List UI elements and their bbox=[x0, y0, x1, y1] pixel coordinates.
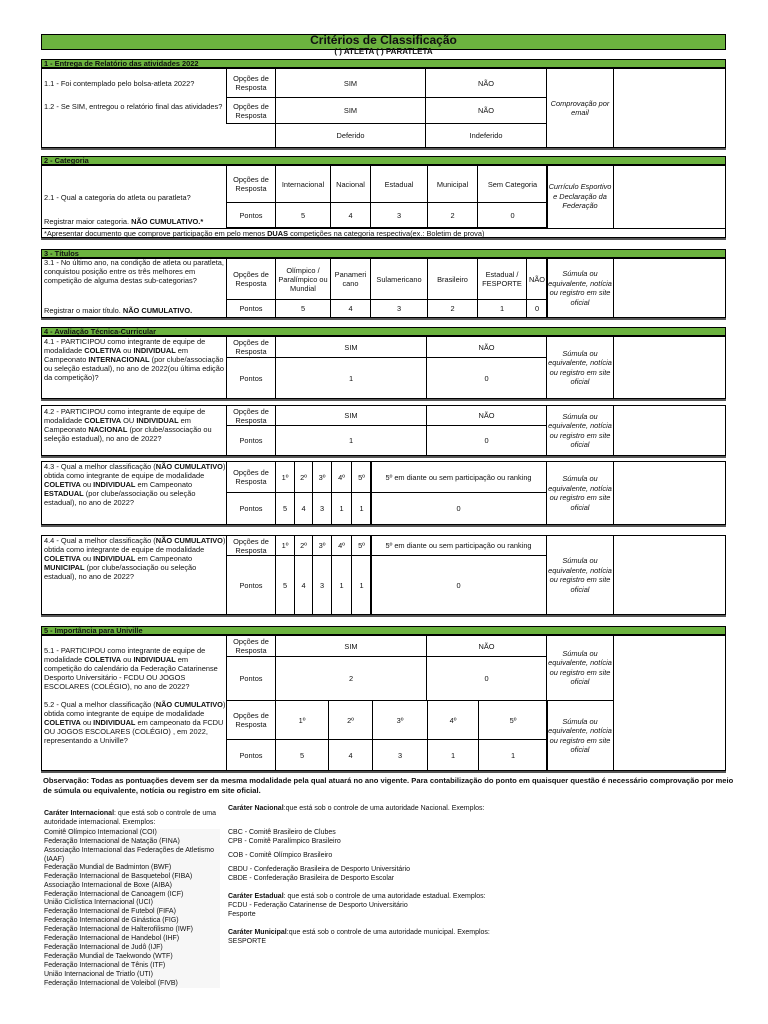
place-points: 5 bbox=[275, 739, 329, 771]
place-points: 3 bbox=[312, 555, 332, 615]
place-option[interactable]: 2º bbox=[294, 535, 313, 556]
municipal-heading: Caráter Municipal:que está sob o controle de uma autoridade municipal. Exemplos: bbox=[228, 929, 490, 936]
international-item: Federação Mundial de Badminton (BWF) bbox=[44, 864, 220, 873]
category-points: 0 bbox=[477, 202, 548, 228]
category-points: 3 bbox=[370, 202, 428, 228]
international-heading: Caráter Internacional: que está sob o controle de uma autoridade internacional. Exemplos: bbox=[44, 810, 216, 826]
place-option[interactable]: 3º bbox=[372, 700, 428, 740]
place-option[interactable]: 5º bbox=[478, 700, 548, 740]
international-item: Federação Internacional de Voleibol (FIVB) bbox=[44, 980, 220, 989]
place-option[interactable]: 5º bbox=[351, 461, 372, 493]
points-label: Pontos bbox=[226, 656, 276, 701]
proof-note: Comprovação por email bbox=[546, 68, 614, 148]
national-heading: Caráter Nacional:que está sob o controle de uma autoridade Nacional. Exemplos: bbox=[228, 805, 485, 812]
option-nao[interactable]: NÃO bbox=[426, 635, 547, 657]
options-label: Opções de Resposta bbox=[226, 336, 276, 358]
points-label: Pontos bbox=[226, 357, 276, 399]
points-sim: 1 bbox=[275, 425, 427, 456]
section-2-shadow bbox=[41, 238, 726, 240]
place-points: 1 bbox=[331, 555, 352, 615]
category-option[interactable]: Sem Categoria bbox=[477, 165, 548, 203]
state-item: Fesporte bbox=[228, 911, 256, 918]
options-label: Opções de Resposta bbox=[226, 635, 276, 657]
option-sim[interactable]: SIM bbox=[275, 405, 427, 426]
option-sim[interactable]: SIM bbox=[275, 635, 427, 657]
national-item: COB - Comitê Olímpico Brasileiro bbox=[228, 852, 333, 859]
options-label: Opções de Resposta bbox=[226, 461, 276, 493]
option-deferido[interactable]: Deferido bbox=[275, 123, 426, 148]
title-points: 5 bbox=[275, 299, 331, 318]
points-sim: 2 bbox=[275, 656, 427, 701]
proof-note-4-2: Súmula ou equivalente, notícia ou registro em site oficial bbox=[546, 405, 614, 456]
points-nao: 0 bbox=[426, 357, 547, 399]
place-option[interactable]: 2º bbox=[294, 461, 313, 493]
proof-note-4-3: Súmula ou equivalente, notícia ou registro em site oficial bbox=[546, 461, 614, 525]
section-1-header: 1 - Entrega de Relatório das atividades 2022 bbox=[41, 59, 726, 68]
place-points: 1 bbox=[351, 492, 372, 525]
question-4-2: 4.2 - PARTICIPOU como integrante de equipe de modalidade COLETIVA OU INDIVIDUAL em Campeonato NACIONAL (por clube/associação ou seleção estadual), no ano de 2022? bbox=[44, 407, 212, 443]
place-points: 1 bbox=[331, 492, 352, 525]
option-indeferido[interactable]: Indeferido bbox=[425, 123, 547, 148]
question-4-2-shadow bbox=[41, 456, 726, 458]
points-nao: 0 bbox=[426, 656, 547, 701]
points-label: Pontos bbox=[226, 299, 276, 318]
place-option[interactable]: 1º bbox=[275, 461, 295, 493]
category-proof-note: Currículo Esportivo e Declaração da Federação bbox=[546, 165, 614, 228]
international-item: Comitê Olímpico Internacional (COI) bbox=[44, 829, 220, 838]
section-4-header: 4 - Avaliação Técnica-Curricular bbox=[41, 327, 726, 336]
national-item: CBDE - Confederação Brasileira de Desporto Escolar bbox=[228, 875, 395, 882]
question-4-3-shadow bbox=[41, 525, 726, 527]
points-label: Pontos bbox=[226, 492, 276, 525]
title-option[interactable]: Sulamericano bbox=[370, 258, 428, 300]
title-option[interactable]: Estadual / FESPORTE bbox=[477, 258, 527, 300]
points-label: Pontos bbox=[226, 425, 276, 456]
section-2-header: 2 - Categoria bbox=[41, 156, 726, 165]
category-option[interactable]: Internacional bbox=[275, 165, 331, 203]
place-points: 3 bbox=[372, 739, 428, 771]
international-item: Associação Internacional das Federações de Atletismo (IAAF) bbox=[44, 847, 220, 865]
observation-note: Observação: Todas as pontuações devem ser da mesma modalidade pela qual atuará no ano vigente. Para contabilização do ponto em quaisquer questão é necessário comprovação por meio de súmula ou equivalente, notícia ou registro em site oficial. bbox=[43, 776, 734, 795]
place-points: 3 bbox=[312, 492, 332, 525]
state-item: FCDU - Federação Catarinense de Desporto Universitário bbox=[228, 902, 408, 909]
option-sim[interactable]: SIM bbox=[275, 336, 427, 358]
question-4-4: 4.4 - Qual a melhor classificação (NÃO CUMULATIVO) obtida como integrante de equipe de modalidade COLETIVA ou INDIVIDUAL em Campeonato MUNICIPAL (por clube/associação ou seleção estadual), no ano de 2022? bbox=[44, 536, 226, 581]
register-title-note: Registrar o maior título. NÃO CUMULATIVO. bbox=[44, 306, 193, 315]
proof-note-4-4: Súmula ou equivalente, notícia ou registro em site oficial bbox=[546, 535, 614, 615]
international-item: Federação Internacional de Halterofilismo (IWF) bbox=[44, 926, 220, 935]
title-points: 2 bbox=[427, 299, 478, 318]
question-4-3: 4.3 - Qual a melhor classificação (NÃO CUMULATIVO) obtida como integrante de equipe de modalidade COLETIVA ou INDIVIDUAL em Campeonato ESTADUAL (por clube/associação ou seleção estadual), no ano de 2022? bbox=[44, 462, 226, 507]
place-points: 5 bbox=[275, 492, 295, 525]
international-item: Federação Mundial de Taekwondo (WTF) bbox=[44, 953, 220, 962]
option-sim[interactable]: SIM bbox=[275, 68, 426, 98]
section-5-header: 5 - Importância para Univille bbox=[41, 626, 726, 635]
international-item: Federação Internacional de Natação (FINA) bbox=[44, 838, 220, 847]
international-item: União Internacional de Triatlo (UTI) bbox=[44, 971, 220, 980]
points-rest: 0 bbox=[370, 555, 547, 615]
title-option[interactable]: NÃO bbox=[526, 258, 548, 300]
section-1-shadow bbox=[41, 148, 726, 150]
state-heading: Caráter Estadual: que está sob o controle de uma autoridade estadual. Exemplos: bbox=[228, 893, 486, 900]
options-label: Opções de Resposta bbox=[226, 405, 276, 426]
place-option[interactable]: 4º bbox=[331, 535, 352, 556]
option-rest[interactable]: 5º em diante ou sem participação ou ranking bbox=[370, 535, 547, 556]
international-item: Federação Internacional de Canoagem (ICF) bbox=[44, 891, 220, 900]
municipal-item: SESPORTE bbox=[228, 938, 266, 945]
question-5-1: 5.1 - PARTICIPOU como integrante de equipe de modalidade COLETIVA ou INDIVIDUAL em competição do calendário da Federação Catarinense Desporto Universitário - FCDU OU JOGOS ESCOLARES (COLÉGIO), no ano de 2022? bbox=[44, 646, 218, 691]
title-points: 4 bbox=[330, 299, 371, 318]
options-label: Opções de Resposta bbox=[226, 700, 276, 740]
international-item: Federação Internacional de Futebol (FIFA) bbox=[44, 908, 220, 917]
place-option[interactable]: 3º bbox=[312, 535, 332, 556]
title-points: 1 bbox=[477, 299, 527, 318]
section-3-header: 3 - Títulos bbox=[41, 249, 726, 258]
title-proof-note: Súmula ou equivalente, notícia ou registro em site oficial bbox=[546, 258, 614, 318]
option-rest[interactable]: 5º em diante ou sem participação ou ranking bbox=[370, 461, 547, 493]
option-nao[interactable]: NÃO bbox=[425, 68, 547, 98]
options-label: Opções de Resposta bbox=[226, 535, 276, 556]
national-item: CPB - Comitê Paralímpico Brasileiro bbox=[228, 838, 341, 845]
category-option[interactable]: Estadual bbox=[370, 165, 428, 203]
page-title: Critérios de Classificação bbox=[310, 33, 457, 47]
points-label: Pontos bbox=[226, 739, 276, 771]
place-points: 4 bbox=[294, 492, 313, 525]
international-item: Federação Internacional de Ginástica (FIG) bbox=[44, 917, 220, 926]
option-nao[interactable]: NÃO bbox=[426, 336, 547, 358]
place-option[interactable]: 4º bbox=[331, 461, 352, 493]
title-points: 3 bbox=[370, 299, 428, 318]
options-label: Opções de Resposta bbox=[226, 68, 276, 98]
register-note: Registrar maior categoria. NÃO CUMULATIVO.* bbox=[44, 217, 204, 226]
category-points: 4 bbox=[330, 202, 371, 228]
athlete-type-options: ( ) ATLETA ( ) PARATLETA bbox=[334, 47, 433, 56]
place-option[interactable]: 5º bbox=[351, 535, 372, 556]
place-option[interactable]: 2º bbox=[328, 700, 373, 740]
points-nao: 0 bbox=[426, 425, 547, 456]
place-option[interactable]: 1º bbox=[275, 535, 295, 556]
title-points: 0 bbox=[526, 299, 548, 318]
place-option[interactable]: 4º bbox=[427, 700, 479, 740]
option-sim[interactable]: SIM bbox=[275, 97, 426, 124]
option-nao[interactable]: NÃO bbox=[425, 97, 547, 124]
question-5-2: 5.2 - Qual a melhor classificação (NÃO CUMULATIVO) obtida como integrante de equipe de modalidade COLETIVA ou INDIVIDUAL em campeonato da FCDU OU JOGOS ESCOLARES (COLÉGIO) , em 2022, representando a Univille? bbox=[44, 700, 226, 745]
title-option[interactable]: Olímpico / Paralímpico ou Mundial bbox=[275, 258, 331, 300]
place-points: 1 bbox=[427, 739, 479, 771]
place-points: 1 bbox=[351, 555, 372, 615]
place-points: 4 bbox=[294, 555, 313, 615]
category-option[interactable]: Municipal bbox=[427, 165, 478, 203]
points-label: Pontos bbox=[226, 555, 276, 615]
question-2-1: 2.1 - Qual a categoria do atleta ou paratleta? bbox=[44, 193, 191, 202]
international-item: Federação Internacional de Tênis (ITF) bbox=[44, 962, 220, 971]
international-item: Federação Internacional de Handebol (IHF) bbox=[44, 935, 220, 944]
options-label: Opções de Resposta bbox=[226, 258, 276, 300]
category-footnote: *Apresentar documento que comprove participação em pelo menos DUAS competições na categoria respectiva(ex.: Boletim de prova) bbox=[44, 229, 485, 238]
title-option[interactable]: Brasileiro bbox=[427, 258, 478, 300]
international-item: União Ciclística Internacional (UCI) bbox=[44, 899, 220, 908]
points-sim: 1 bbox=[275, 357, 427, 399]
section-5-shadow bbox=[41, 771, 726, 773]
title-option[interactable]: Panameri cano bbox=[330, 258, 371, 300]
section-2-footer-line bbox=[41, 228, 726, 238]
proof-note-5-1: Súmula ou equivalente, notícia ou registro em site oficial bbox=[546, 635, 614, 701]
place-points: 1 bbox=[478, 739, 548, 771]
proof-note-5-2: Súmula ou equivalente, notícia ou registro em site oficial bbox=[546, 700, 614, 771]
international-item: Federação Internacional de Basquetebol (FIBA) bbox=[44, 873, 220, 882]
international-item: Federação Internacional de Judô (IJF) bbox=[44, 944, 220, 953]
points-label: Pontos bbox=[226, 202, 276, 228]
section-3-shadow bbox=[41, 318, 726, 320]
place-option[interactable]: 3º bbox=[312, 461, 332, 493]
option-nao[interactable]: NÃO bbox=[426, 405, 547, 426]
national-item: CBC - Comitê Brasileiro de Clubes bbox=[228, 829, 336, 836]
category-option[interactable]: Nacional bbox=[330, 165, 371, 203]
question-1-2: 1.2 - Se SIM, entregou o relatório final das atividades? bbox=[44, 102, 223, 111]
place-points: 5 bbox=[275, 555, 295, 615]
proof-note-4-1: Súmula ou equivalente, notícia ou registro em site oficial bbox=[546, 336, 614, 399]
category-points: 2 bbox=[427, 202, 478, 228]
question-4-1-shadow bbox=[41, 399, 726, 401]
points-rest: 0 bbox=[370, 492, 547, 525]
international-item: Associação Internacional de Boxe (AIBA) bbox=[44, 882, 220, 891]
place-option[interactable]: 1º bbox=[275, 700, 329, 740]
place-points: 4 bbox=[328, 739, 373, 771]
question-1-1: 1.1 - Foi contemplado pelo bolsa-atleta 2022? bbox=[44, 79, 195, 88]
national-item: CBDU - Confederação Brasileira de Desporto Universitário bbox=[228, 866, 411, 873]
options-label: Opções de Resposta bbox=[226, 97, 276, 124]
category-points: 5 bbox=[275, 202, 331, 228]
question-4-4-shadow bbox=[41, 615, 726, 617]
options-label: Opções de Resposta bbox=[226, 165, 276, 203]
question-3-1: 3.1 - No último ano, na condição de atleta ou paratleta, conquistou posição entre os três melhores em competição de alguma destas sub-categorias? bbox=[44, 258, 224, 285]
question-4-1: 4.1 - PARTICIPOU como integrante de equipe de modalidade COLETIVA ou INDIVIDUAL em Campeonato INTERNACIONAL (por clube/associação ou seleção estadual), no ano de 2022(ou última edição da competição)? bbox=[44, 337, 224, 382]
